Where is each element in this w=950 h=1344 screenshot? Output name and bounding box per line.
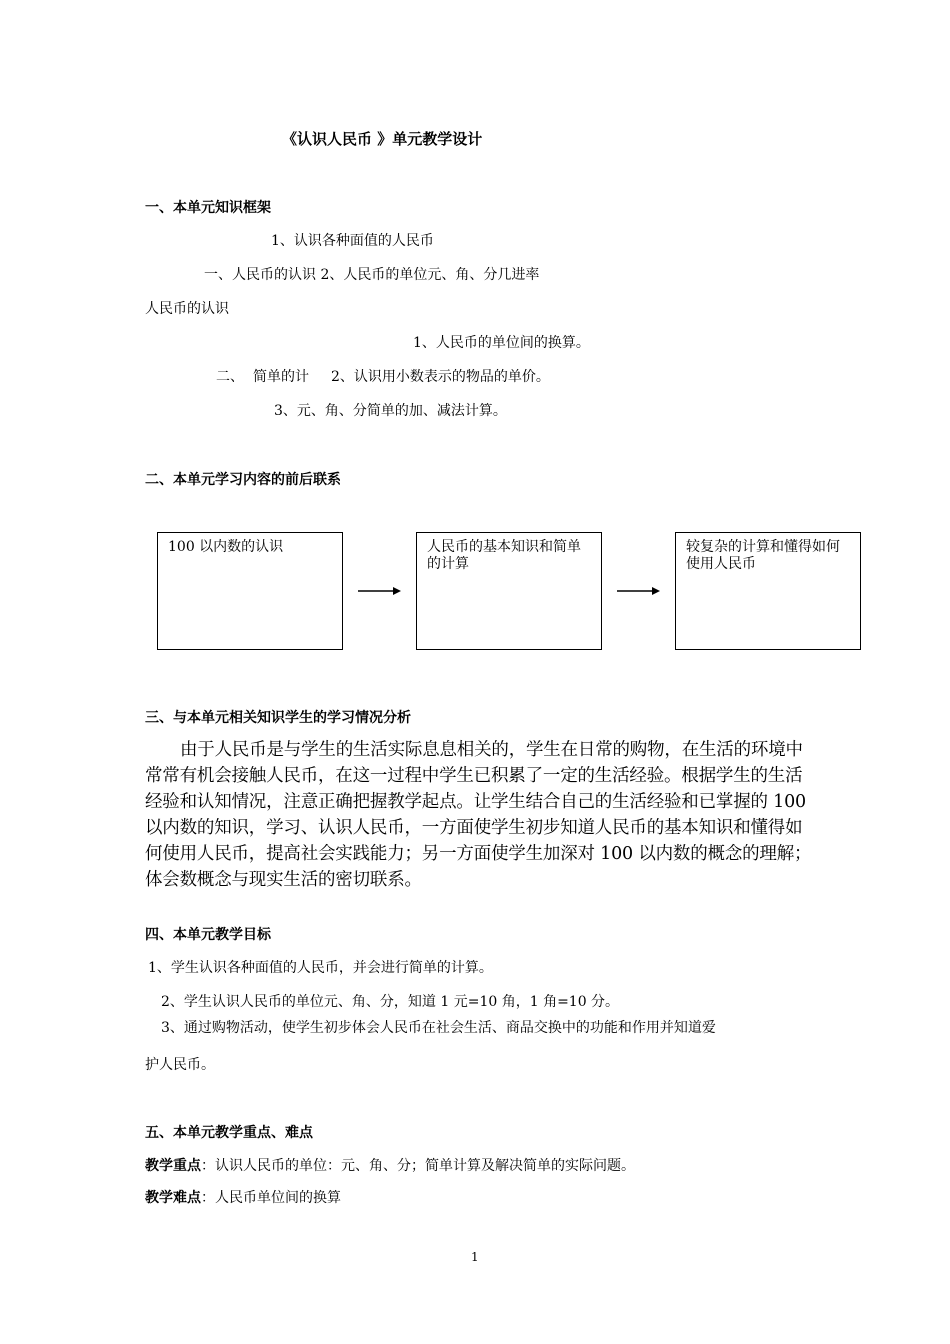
section1-heading: 一、本单元知识框架 bbox=[145, 200, 271, 216]
framework-line-5a: 二、 bbox=[216, 369, 244, 385]
section3-heading: 三、与本单元相关知识学生的学习情况分析 bbox=[145, 710, 411, 726]
goal-3b: 护人民币。 bbox=[145, 1057, 215, 1073]
flow-arrow-1 bbox=[357, 584, 403, 598]
section5-heading: 五、本单元教学重点、难点 bbox=[145, 1125, 313, 1141]
goal-1: 1、学生认识各种面值的人民币，并会进行简单的计算。 bbox=[148, 960, 493, 976]
flow-arrow-2 bbox=[616, 584, 662, 598]
difficult-point bbox=[145, 1187, 341, 1207]
goal-2: 2、学生认识人民币的单位元、角、分，知道 1 元=10 角，1 角=10 分。 bbox=[161, 994, 620, 1010]
section4-heading: 四、本单元教学目标 bbox=[145, 927, 271, 943]
framework-line-6: 3、元、角、分简单的加、减法计算。 bbox=[274, 403, 507, 419]
goal-3a: 3、通过购物活动，使学生初步体会人民币在社会生活、商品交换中的功能和作用并知道爱 bbox=[161, 1020, 716, 1036]
flow-box-3: 较复杂的计算和懂得如何使用人民币 bbox=[675, 532, 861, 650]
key-point-label: 教学重点 bbox=[145, 1158, 201, 1174]
key-point bbox=[145, 1155, 635, 1175]
framework-line-2: 一、人民币的认识 2、人民币的单位元、角、分几进率 bbox=[204, 267, 540, 283]
framework-line-5c: 2、认识用小数表示的物品的单价。 bbox=[331, 369, 550, 385]
framework-line-5b: 简单的计 bbox=[253, 369, 309, 385]
flow-box-2: 人民币的基本知识和简单的计算 bbox=[416, 532, 602, 650]
difficult-point-label: 教学难点 bbox=[145, 1190, 201, 1206]
page-number: 1 bbox=[471, 1250, 479, 1264]
framework-line-3: 人民币的认识 bbox=[145, 301, 229, 317]
key-point-text: ：认识人民币的单位：元、角、分；简单计算及解决简单的实际问题。 bbox=[201, 1158, 635, 1174]
framework-line-1: 1、认识各种面值的人民币 bbox=[271, 233, 434, 249]
framework-line-4: 1、人民币的单位间的换算。 bbox=[413, 335, 590, 351]
page-title: 《认识人民币 》单元教学设计 bbox=[282, 130, 483, 148]
difficult-point-text: ：人民币单位间的换算 bbox=[201, 1190, 341, 1206]
flow-box-1: 100 以内数的认识 bbox=[157, 532, 343, 650]
section2-heading: 二、本单元学习内容的前后联系 bbox=[145, 472, 341, 488]
analysis-paragraph: 由于人民币是与学生的生活实际息息相关的，学生在日常的购物，在生活的环境中常常有机会接触人民币，在这一过程中学生已积累了一定的生活经验。根据学生的生活经验和认知情况，注意正确把握教学起点。让学生结合自己的生活经验和已掌握的 100 以内数的知识，学习、认识人民币，一方面使学生初步知道人民币的基本知识和懂得如何使用人民币，提高社会实践能力；另一方面使学生加深对 100 以内数的概念的理解；体会数概念与现实生活的密切联系。 bbox=[145, 740, 812, 890]
